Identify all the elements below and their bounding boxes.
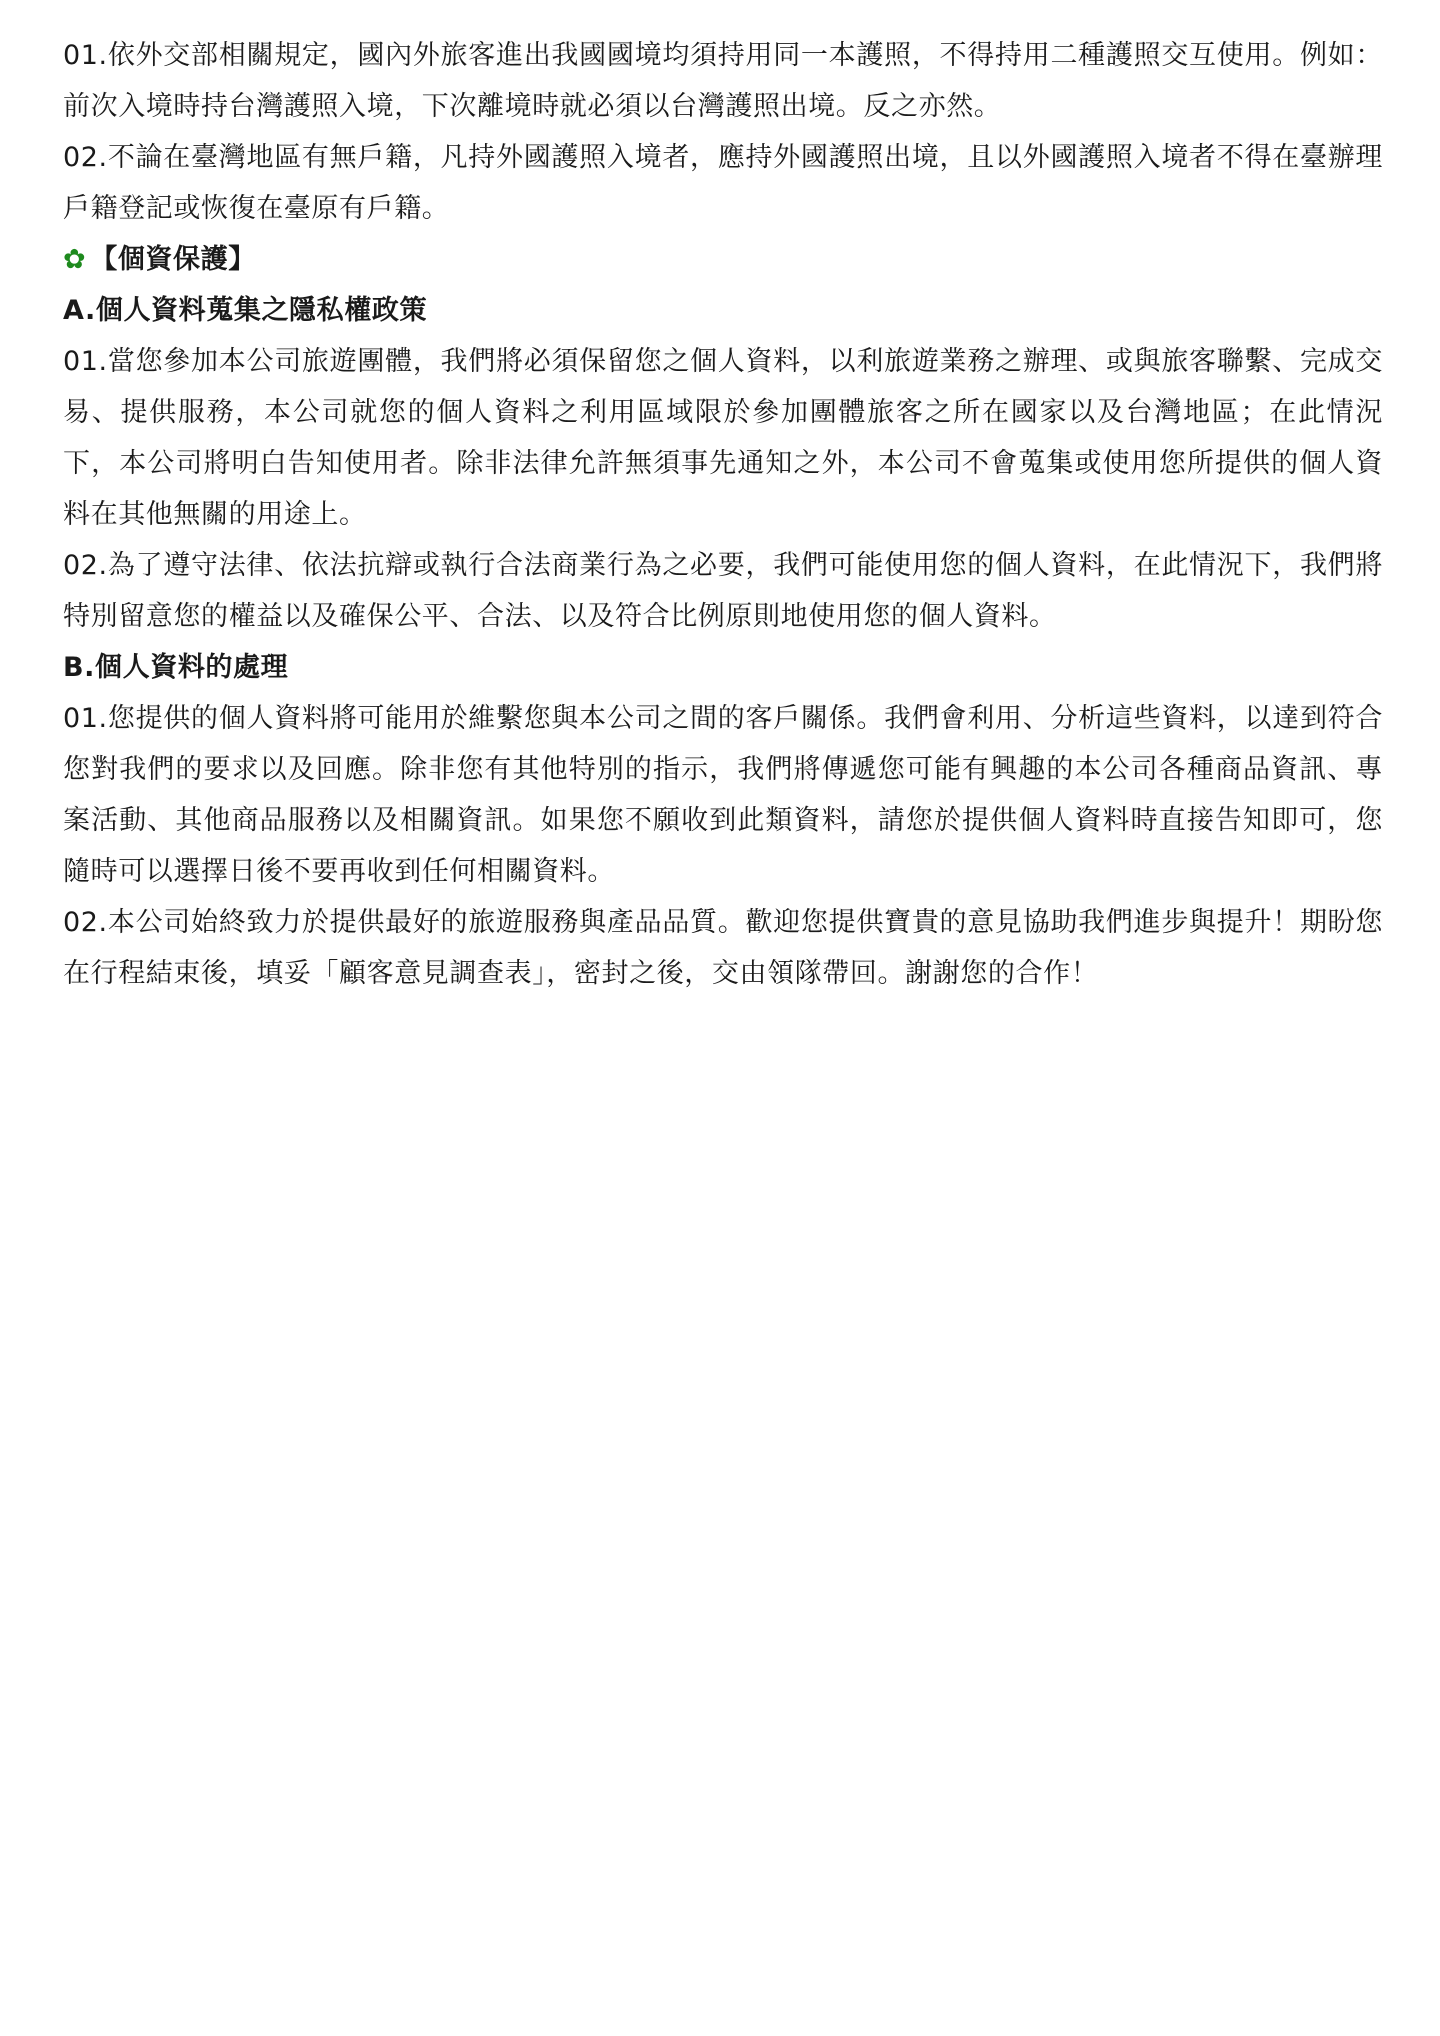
passport-rule-2: 02.不論在臺灣地區有無戶籍，凡持外國護照入境者，應持外國護照出境，且以外國護照入境者不得在臺辦理戶籍登記或恢復在臺原有戶籍。: [63, 142, 1383, 224]
passport-rule-1: 01.依外交部相關規定，國內外旅客進出我國國境均須持用同一本護照，不得持用二種護照交互使用。例如：前次入境時持台灣護照入境，下次離境時就必須以台灣護照出境。反之亦然。: [63, 40, 1383, 122]
privacy-section-title: [63, 234, 1383, 285]
section-a-paragraph-2: 02.為了遵守法律、依法抗辯或執行合法商業行為之必要，我們可能使用您的個人資料，在此情況下，我們將特別留意您的權益以及確保公平、合法、以及符合比例原則地使用您的個人資料。: [63, 550, 1383, 632]
section-b-paragraph-1: 01.您提供的個人資料將可能用於維繫您與本公司之間的客戶關係。我們會利用、分析這些資料，以達到符合您對我們的要求以及回應。除非您有其他特別的指示，我們將傳遞您可能有興趣的本公司各種商品資訊、專案活動、其他商品服務以及相關資訊。如果您不願收到此類資料，請您於提供個人資料時直接告知即可，您隨時可以選擇日後不要再收到任何相關資料。: [63, 703, 1383, 887]
section-b-paragraph-2: 02.本公司始終致力於提供最好的旅遊服務與產品品質。歡迎您提供寶貴的意見協助我們進步與提升！期盼您在行程結束後，填妥「顧客意見調查表」，密封之後，交由領隊帶回。謝謝您的合作！: [63, 907, 1383, 989]
section-b-heading: B.個人資料的處理: [63, 652, 289, 683]
document-body: [63, 30, 1383, 999]
privacy-title-text: 【個資保護】: [90, 244, 256, 275]
section-a-paragraph-1: 01.當您參加本公司旅遊團體，我們將必須保留您之個人資料，以利旅遊業務之辦理、或與旅客聯繫、完成交易、提供服務，本公司就您的個人資料之利用區域限於參加團體旅客之所在國家以及台灣地區；在此情況下，本公司將明白告知使用者。除非法律允許無須事先通知之外，本公司不會蒐集或使用您所提供的個人資料在其他無關的用途上。: [63, 346, 1383, 530]
section-a-heading: A.個人資料蒐集之隱私權政策: [63, 295, 428, 326]
flower-icon: ✿: [63, 244, 87, 275]
